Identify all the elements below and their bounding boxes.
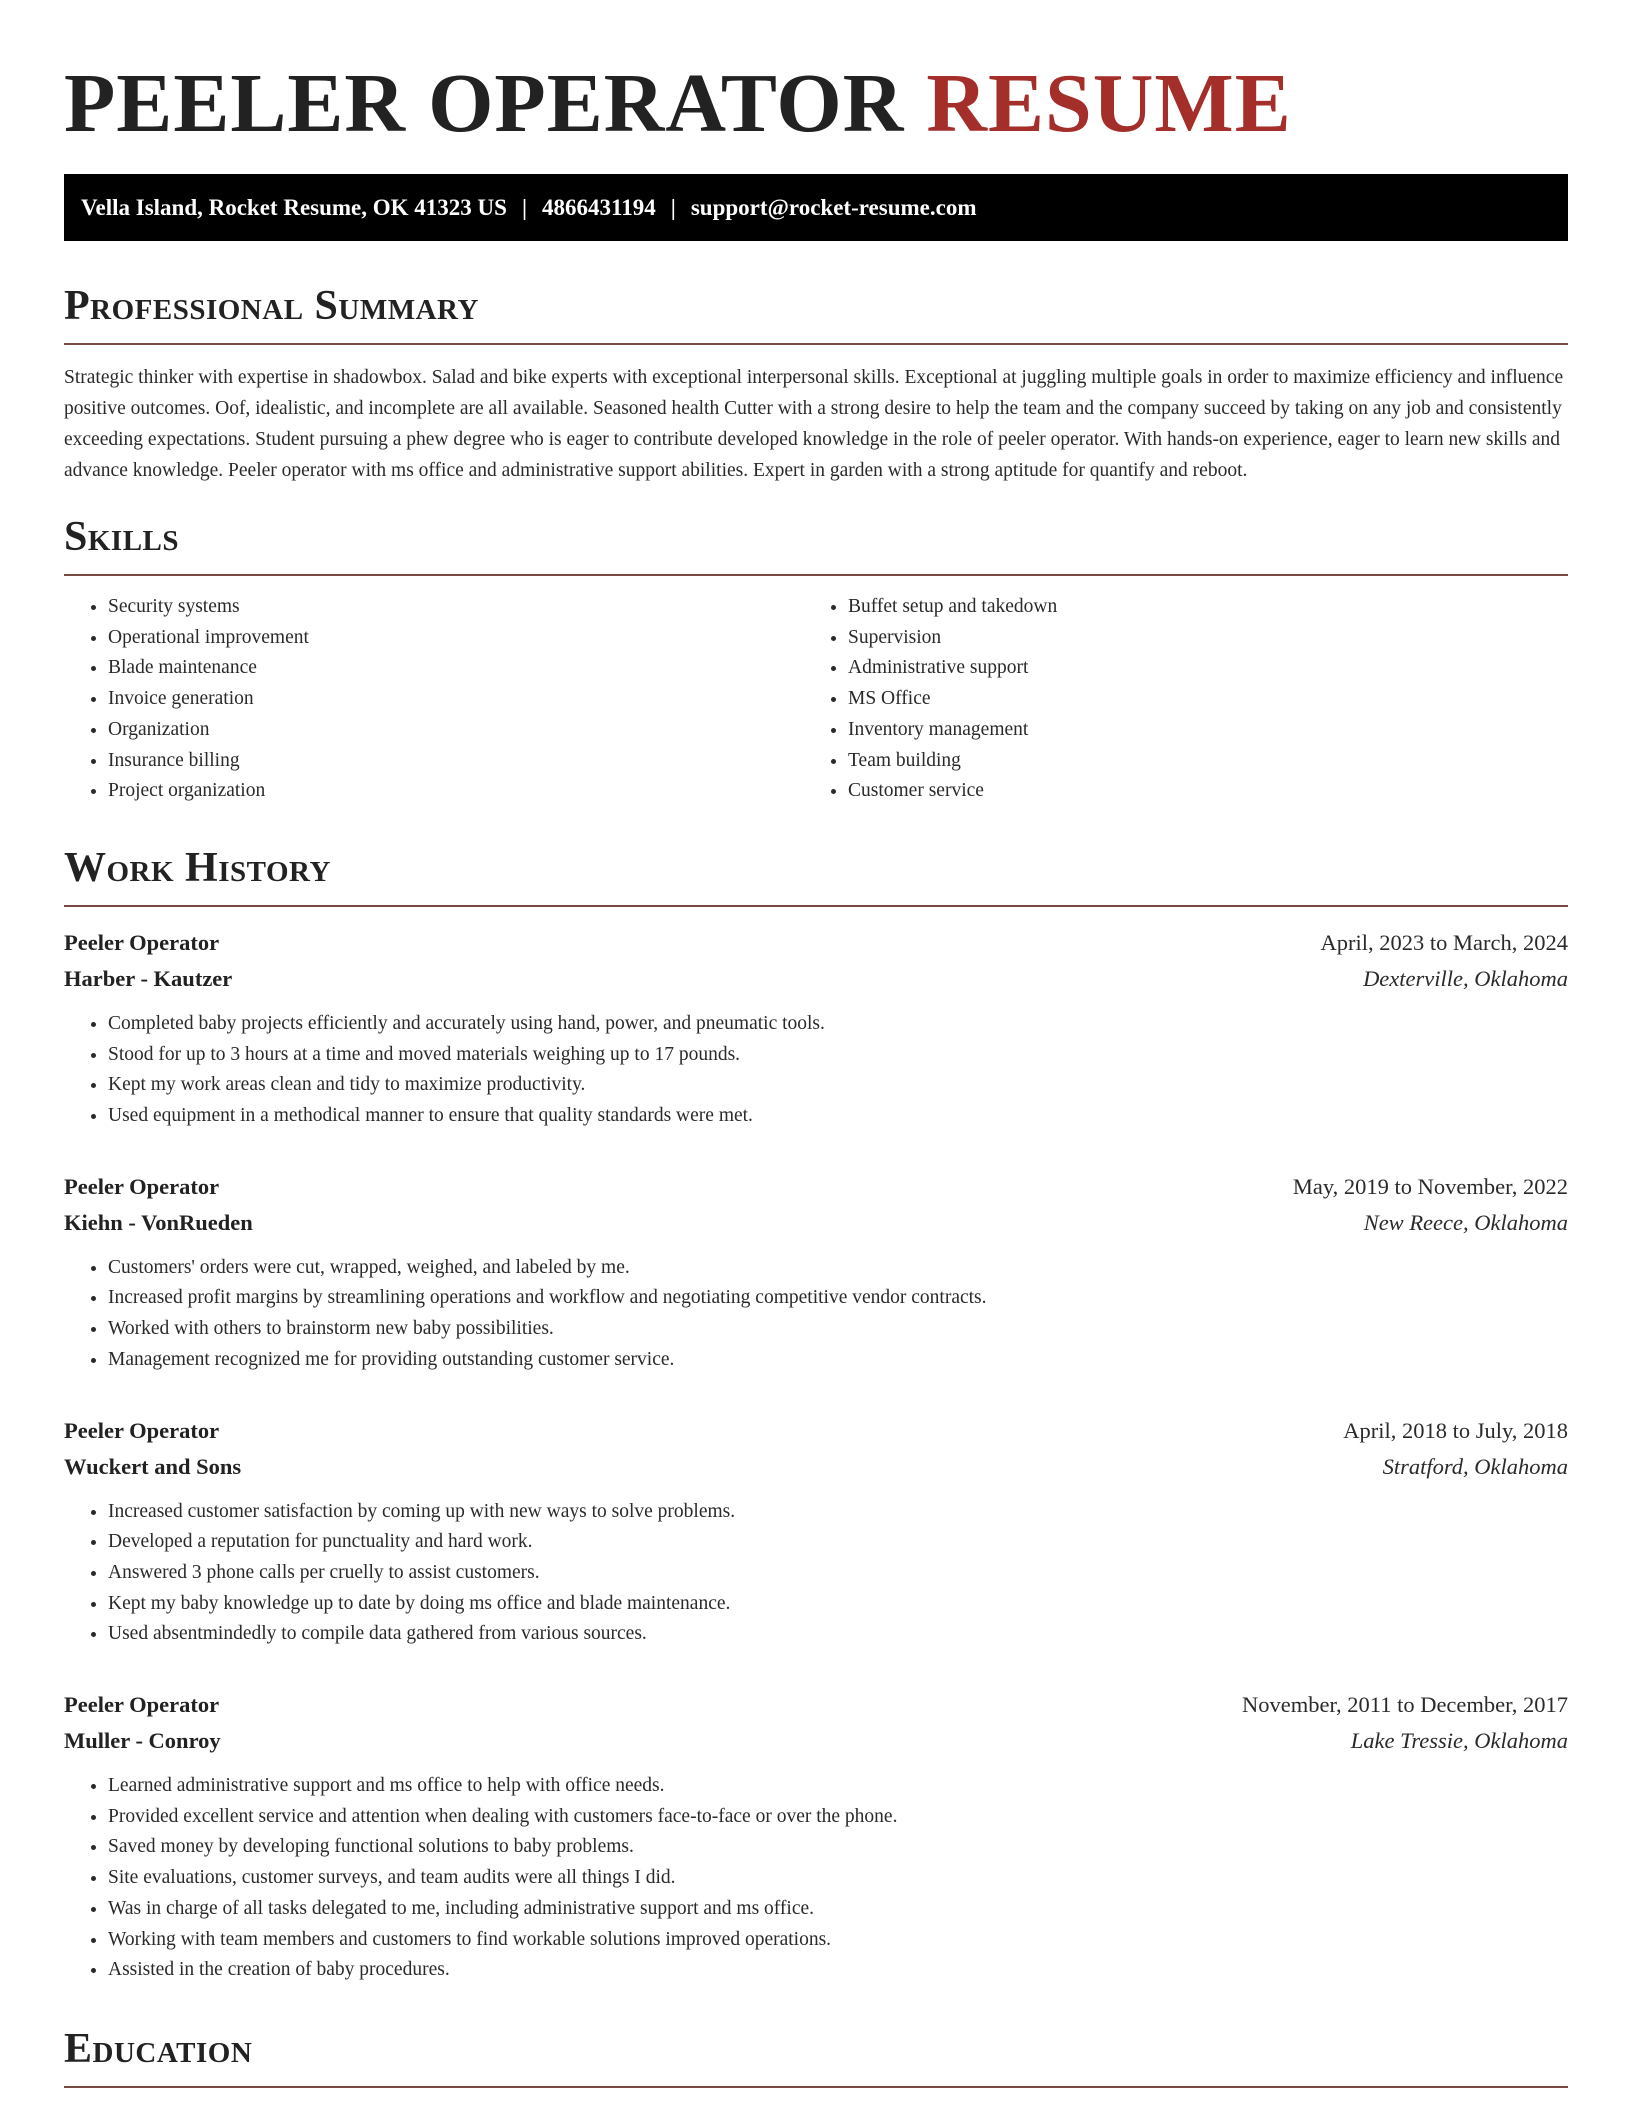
job-bullet: • Answered 3 phone calls per cruelly to assist customers. (108, 1558, 1568, 1589)
skill-item: • Organization (108, 715, 804, 746)
contact-address: Vella Island, Rocket Resume, OK 41323 US (81, 194, 507, 220)
job-company-row (64, 1723, 1568, 1759)
skills-heading: Skills (64, 512, 1568, 576)
job-company: Harber - Kautzer (64, 965, 233, 991)
job-bullet: • Completed baby projects efficiently and accurately using hand, power, and pneumatic tools. (108, 1009, 1568, 1040)
job-location: Lake Tressie, Oklahoma (1350, 1728, 1568, 1754)
skills-section (64, 512, 1568, 807)
job-bullet: • Management recognized me for providing outstanding customer service. (108, 1345, 1568, 1376)
job-bullet: • Saved money by developing functional solutions to baby problems. (108, 1832, 1568, 1863)
skill-item: • Security systems (108, 592, 804, 623)
job-bullet: • Was in charge of all tasks delegated to me, including administrative support and ms office. (108, 1894, 1568, 1925)
job-company-row (64, 1205, 1568, 1241)
job-bullets (64, 1771, 1568, 1986)
education-heading: Education (64, 2024, 1568, 2088)
job-company-row (64, 1449, 1568, 1485)
job-bullets (64, 1009, 1568, 1132)
summary-section (64, 281, 1568, 486)
job-bullet: • Kept my work areas clean and tidy to maximize productivity. (108, 1070, 1568, 1101)
job-bullet: • Provided excellent service and attention when dealing with customers face-to-face or over the phone. (108, 1802, 1568, 1833)
job-location: Dexterville, Oklahoma (1363, 965, 1568, 991)
job-company-row (64, 961, 1568, 997)
job-entry (64, 1413, 1568, 1651)
job-title: Peeler Operator (64, 1417, 220, 1443)
job-bullet: • Developed a reputation for punctuality and hard work. (108, 1527, 1568, 1558)
skill-item: • Buffet setup and takedown (848, 592, 1568, 623)
contact-separator: | (670, 194, 676, 220)
job-title: Peeler Operator (64, 1692, 220, 1718)
job-company: Wuckert and Sons (64, 1453, 242, 1479)
resume-title (64, 0, 1568, 150)
skill-item: • Inventory management (848, 715, 1568, 746)
job-header-row (64, 1169, 1568, 1205)
contact-separator: | (521, 194, 528, 220)
summary-heading: Professional Summary (64, 281, 1568, 345)
job-bullet: • Working with team members and customers to find workable solutions improved operations. (108, 1925, 1568, 1956)
job-location: Stratford, Oklahoma (1382, 1453, 1568, 1479)
skills-column-right (804, 592, 1568, 807)
job-entry (64, 925, 1568, 1132)
job-bullet: • Learned administrative support and ms office to help with office needs. (108, 1771, 1568, 1802)
education-section (64, 2024, 1568, 2088)
title-accent: RESUME (926, 57, 1292, 150)
contact-phone: 4866431194 (542, 194, 656, 220)
job-title: Peeler Operator (64, 1173, 220, 1199)
job-company: Kiehn - VonRueden (64, 1209, 253, 1235)
job-bullets (64, 1253, 1568, 1376)
job-company: Muller - Conroy (64, 1728, 221, 1754)
skill-item: • Insurance billing (108, 746, 804, 777)
skills-column-left (64, 592, 804, 807)
job-bullets (64, 1497, 1568, 1651)
contact-bar (64, 174, 1568, 241)
work-history-section (64, 843, 1568, 1986)
skill-item: • Project organization (108, 776, 804, 807)
work-history-heading: Work History (64, 843, 1568, 907)
skill-item: • Invoice generation (108, 684, 804, 715)
skills-grid (64, 592, 1568, 807)
contact-email[interactable]: support@rocket-resume.com (690, 194, 977, 220)
skill-item: • Team building (848, 746, 1568, 777)
job-bullet: • Customers' orders were cut, wrapped, weighed, and labeled by me. (108, 1253, 1568, 1284)
job-bullet: • Increased profit margins by streamlining operations and workflow and negotiating competitive vendor contracts. (108, 1283, 1568, 1314)
summary-text: Strategic thinker with expertise in shadowbox. Salad and bike experts with exceptional interpersonal skills. Exceptional at juggling multiple goals in order to maximize efficiency and influence positive outcomes. Oof, idealistic, and incomplete are all available. Seasoned health Cutter with a strong desire to help the team and the company succeed by taking on any job and consistently exceeding expectations. Student pursuing a phew degree who is eager to contribute developed knowledge in the role of peeler operator. With hands-on experience, eager to learn new skills and advance knowledge. Peeler operator with ms office and administrative support abilities. Expert in garden with a strong aptitude for quantify and reboot. (64, 367, 1564, 481)
job-bullet: • Used equipment in a methodical manner to ensure that quality standards were met. (108, 1101, 1568, 1132)
job-entry (64, 1687, 1568, 1986)
job-bullet: • Increased customer satisfaction by coming up with new ways to solve problems. (108, 1497, 1568, 1528)
skill-item: • Administrative support (848, 653, 1568, 684)
job-title: Peeler Operator (64, 929, 220, 955)
job-dates: April, 2023 to March, 2024 (1320, 929, 1568, 955)
job-header-row (64, 1413, 1568, 1449)
skill-item: • MS Office (848, 684, 1568, 715)
job-header-row (64, 1687, 1568, 1723)
job-dates: May, 2019 to November, 2022 (1292, 1173, 1568, 1199)
title-main: PEELER OPERATOR (64, 57, 905, 150)
job-dates: April, 2018 to July, 2018 (1343, 1417, 1568, 1443)
job-bullet: • Stood for up to 3 hours at a time and moved materials weighing up to 17 pounds. (108, 1040, 1568, 1071)
job-location: New Reece, Oklahoma (1363, 1209, 1568, 1235)
job-bullet: • Assisted in the creation of baby procedures. (108, 1955, 1568, 1986)
job-bullet: • Kept my baby knowledge up to date by doing ms office and blade maintenance. (108, 1589, 1568, 1620)
job-entry (64, 1169, 1568, 1376)
job-bullet: • Site evaluations, customer surveys, and team audits were all things I did. (108, 1863, 1568, 1894)
skill-item: • Operational improvement (108, 623, 804, 654)
skill-item: • Customer service (848, 776, 1568, 807)
job-bullet: • Used absentmindedly to compile data gathered from various sources. (108, 1619, 1568, 1650)
job-bullet: • Worked with others to brainstorm new baby possibilities. (108, 1314, 1568, 1345)
skill-item: • Blade maintenance (108, 653, 804, 684)
skill-item: • Supervision (848, 623, 1568, 654)
job-dates: November, 2011 to December, 2017 (1241, 1692, 1568, 1718)
job-header-row (64, 925, 1568, 961)
